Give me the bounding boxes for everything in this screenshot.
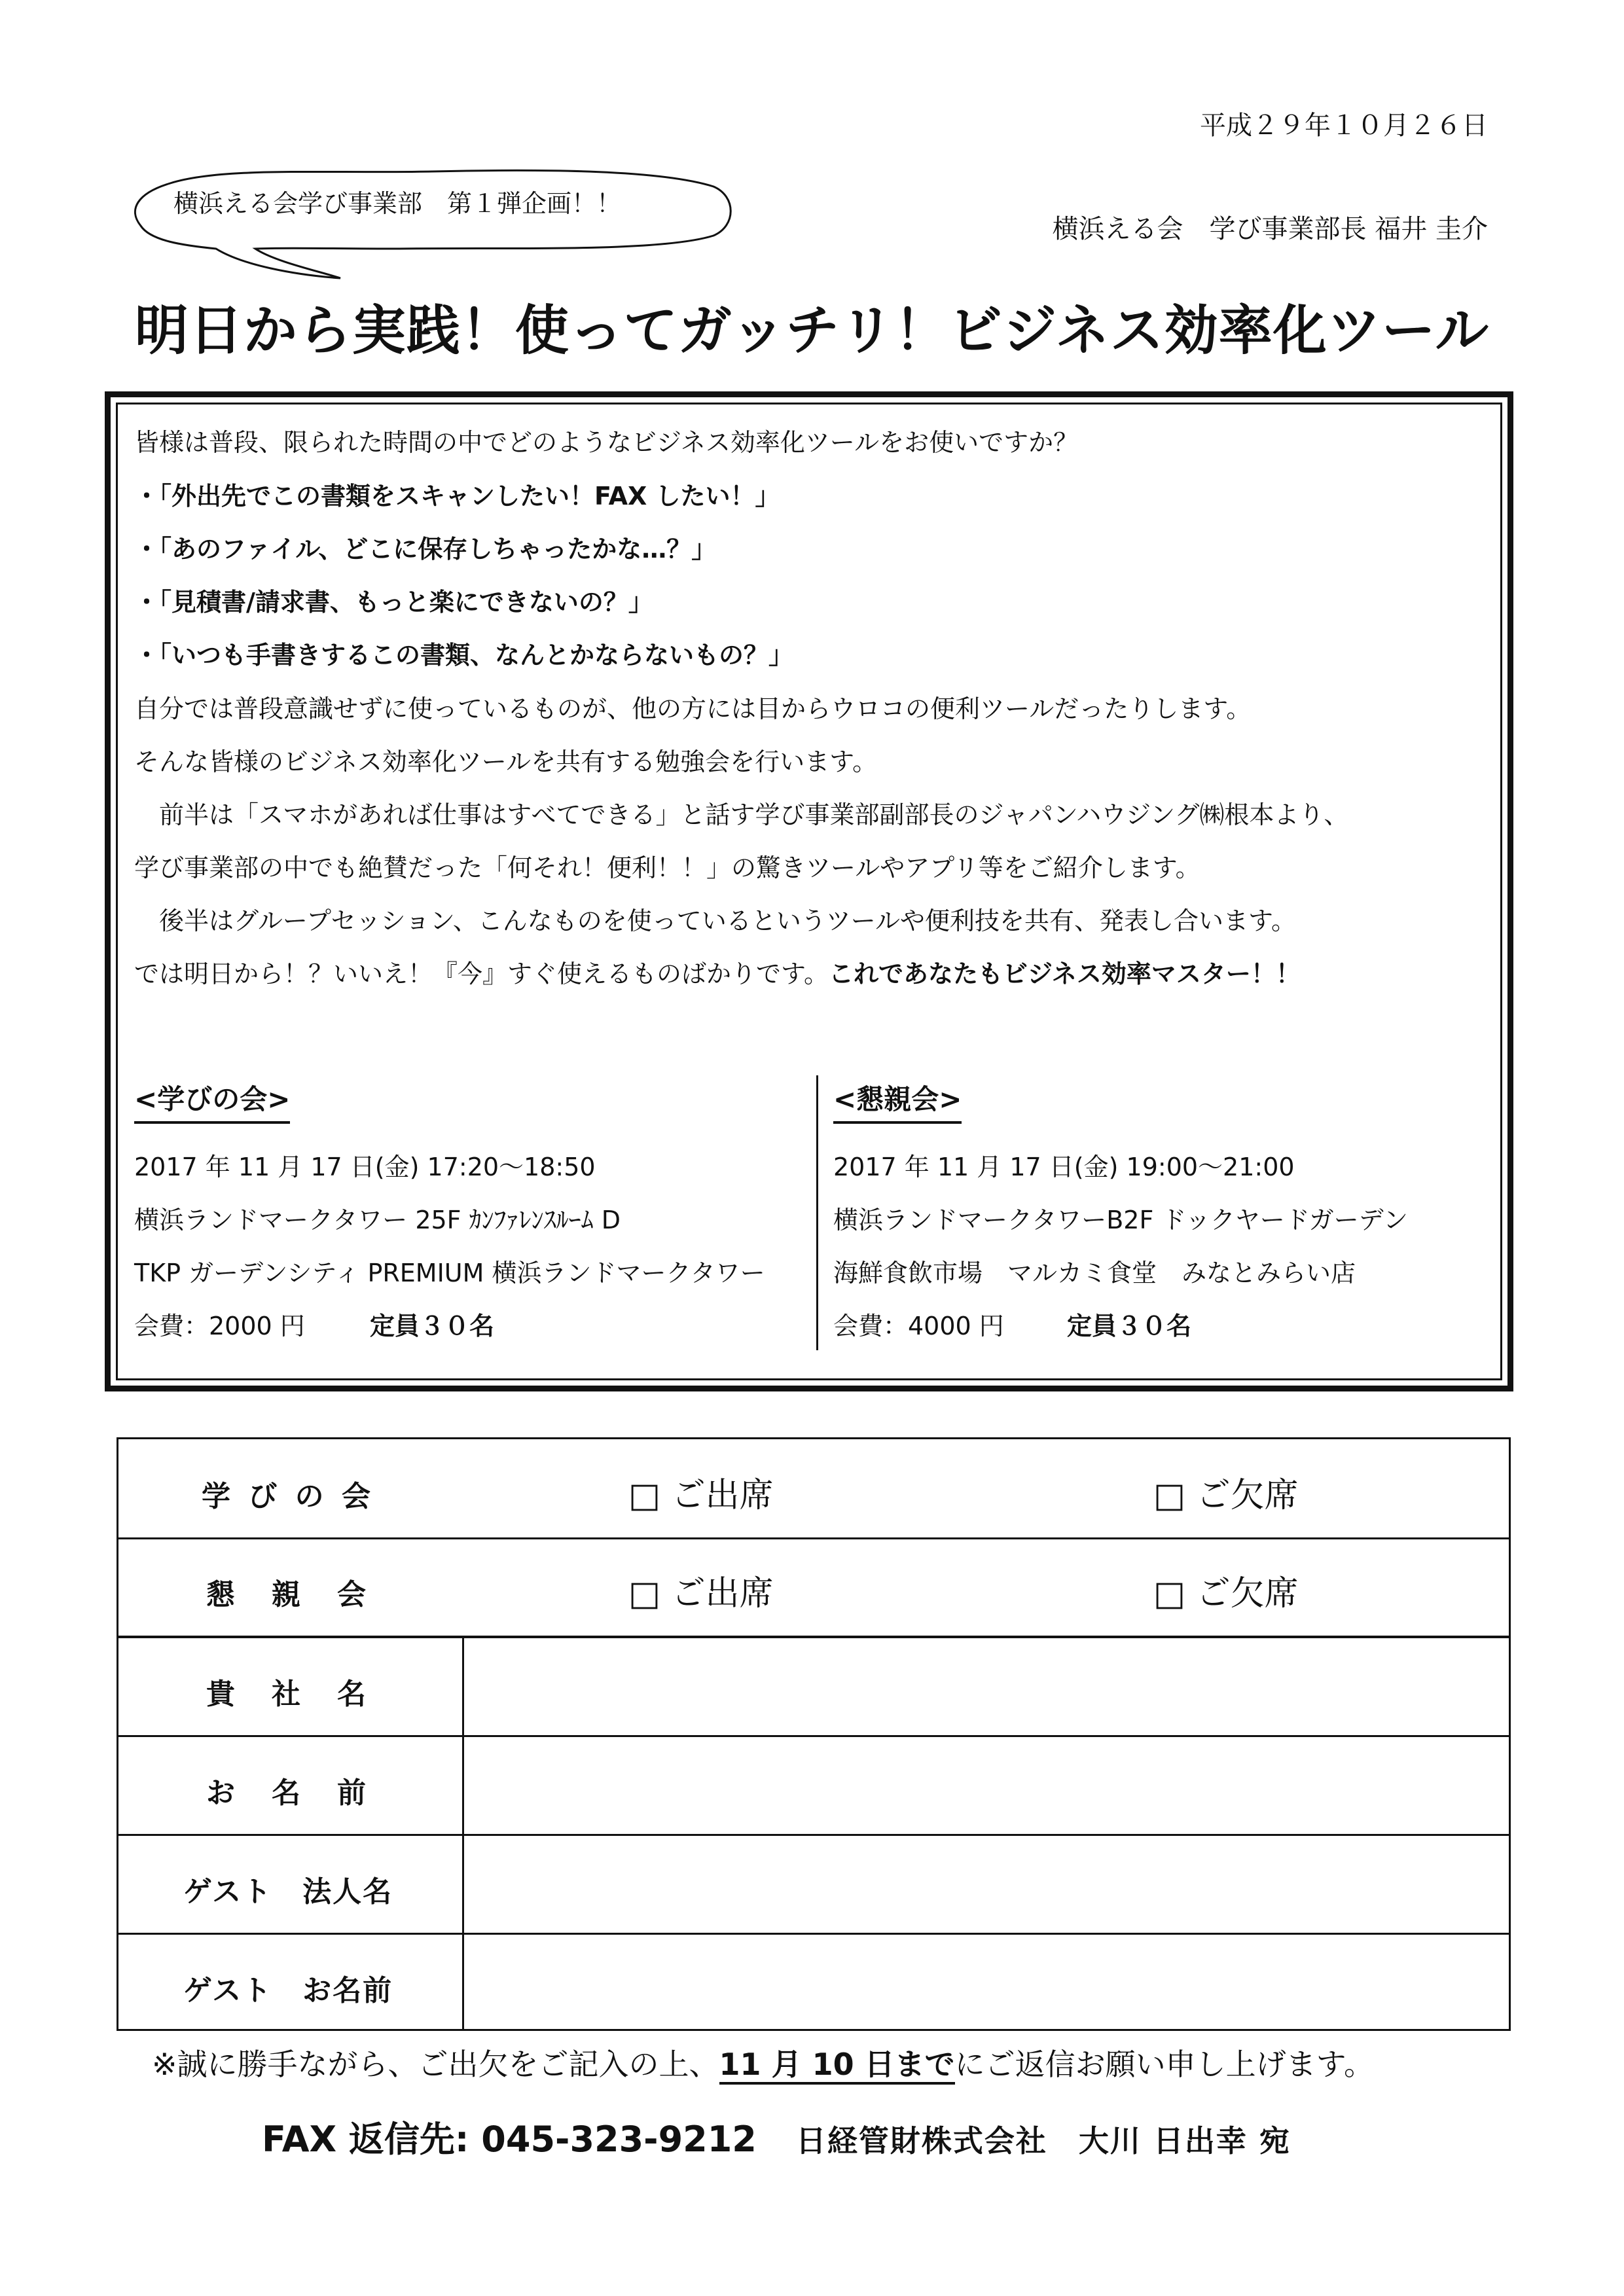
page-title: 明日から実践！使ってガッチリ！ビジネス効率化ツール [134,300,1490,362]
intro-line-1: 皆様は普段、限られた時間の中でどのようなビジネス効率化ツールをお使いですか？ [134,428,1079,457]
reply-deadline: 11 月 10 日まで [719,2047,955,2085]
intro-line-6: 後半はグループセッション、こんなものを使っているというツールや便利技を共有、発表し合います。 [134,906,1296,935]
note-text-pre: ※誠に勝手ながら、ご出欠をご記入の上、 [152,2047,719,2082]
company-field[interactable] [465,1636,1506,1733]
manabi-place-1: 横浜ランドマークタワー 25F ｶﾝﾌｧﾚﾝｽﾙｰﾑ D [134,1206,621,1234]
manabi-fee: 会費：2000 円 [134,1312,305,1340]
konshin-capacity: 定員３０名 [1067,1312,1192,1340]
bubble-label: 横浜える会学び事業部 第１弾企画！！ [173,189,622,218]
reply-note [152,2041,1374,2084]
konshin-fee: 会費：4000 円 [833,1312,1004,1340]
intro-quote-3: ・「見積書/請求書、もっと楽にできないの？」 [134,588,653,617]
manabi-attend-checkbox[interactable]: □ ご出席 [628,1476,774,1515]
guest-company-field[interactable] [465,1834,1506,1931]
intro-line-2: 自分では普段意識せずに使っているものが、他の方には目からウロコの便利ツールだったりします。 [134,694,1252,723]
manabi-absent-checkbox[interactable]: □ ご欠席 [1153,1476,1299,1515]
fax-line [262,2111,1291,2162]
intro-quote-4: ・「いつも手書きするこの書類、なんとかならないもの？」 [134,641,794,670]
form-label-guest-name: ゲスト お名前 [183,1974,393,2007]
speech-bubble [124,164,740,281]
intro-line-3: そんな皆様のビジネス効率化ツールを共有する勉強会を行います。 [134,747,878,776]
form-row-divider [118,1537,1509,1539]
intro-line-7 [134,954,1301,990]
fax-number: FAX 返信先: 045-323-9212 [262,2119,757,2160]
manabi-capacity: 定員３０名 [370,1312,495,1340]
manabi-datetime: 2017 年 11 月 17 日(金) 17:20～18:50 [134,1153,596,1181]
document-date: 平成２９年１０月２６日 [1200,111,1488,141]
fax-recipient: 日経管財株式会社 大川 日出幸 宛 [795,2123,1291,2159]
manabi-heading: <学びの会> [134,1078,290,1124]
konshin-place-1: 横浜ランドマークタワーB2F ドックヤードガーデン [833,1206,1409,1234]
manabi-place-2: TKP ガーデンシティ PREMIUM 横浜ランドマークタワー [134,1259,765,1287]
guest-name-field[interactable] [465,1933,1506,2030]
konshin-heading: <懇親会> [833,1078,962,1124]
intro-line-4: 前半は「スマホがあれば仕事はすべてできる」と話す学び事業部副部長のジャパンハウジング㈱根本より、 [134,800,1349,829]
form-label-name: お 名 前 [206,1776,370,1810]
intro-line-5: 学び事業部の中でも絶賛だった「何それ！便利！！」の驚きツールやアプリ等をご紹介します。 [134,853,1200,882]
form-label-konshin: 懇 親 会 [206,1578,370,1611]
note-text-post: にご返信お願い申し上げます。 [954,2047,1374,2082]
konshin-attend-checkbox[interactable]: □ ご出席 [628,1574,774,1613]
author-line: 横浜える会 学び事業部長 福井 圭介 [1052,214,1488,244]
intro-quote-2: ・「あのファイル、どこに保存しちゃったかな…？」 [134,535,717,564]
intro-quote-1: ・「外出先でこの書類をスキャンしたい！FAX したい！」 [134,482,780,511]
form-column-divider [462,1637,464,2031]
konshin-datetime: 2017 年 11 月 17 日(金) 19:00～21:00 [833,1153,1295,1181]
form-label-guest-company: ゲスト 法人名 [183,1875,393,1909]
form-label-manabi: 学 び の 会 [202,1480,374,1513]
column-divider [816,1075,818,1350]
konshin-absent-checkbox[interactable]: □ ご欠席 [1153,1574,1299,1613]
intro-line-7-text: では明日から！？いいえ！『今』すぐ使えるものばかりです。 [134,960,829,988]
name-field[interactable] [465,1735,1506,1832]
intro-line-7-emphasis: これであなたもビジネス効率マスター！！ [828,960,1301,988]
form-label-company: 貴 社 名 [206,1677,370,1711]
konshin-place-2: 海鮮食飲市場 マルカミ食堂 みなとみらい店 [833,1259,1356,1287]
